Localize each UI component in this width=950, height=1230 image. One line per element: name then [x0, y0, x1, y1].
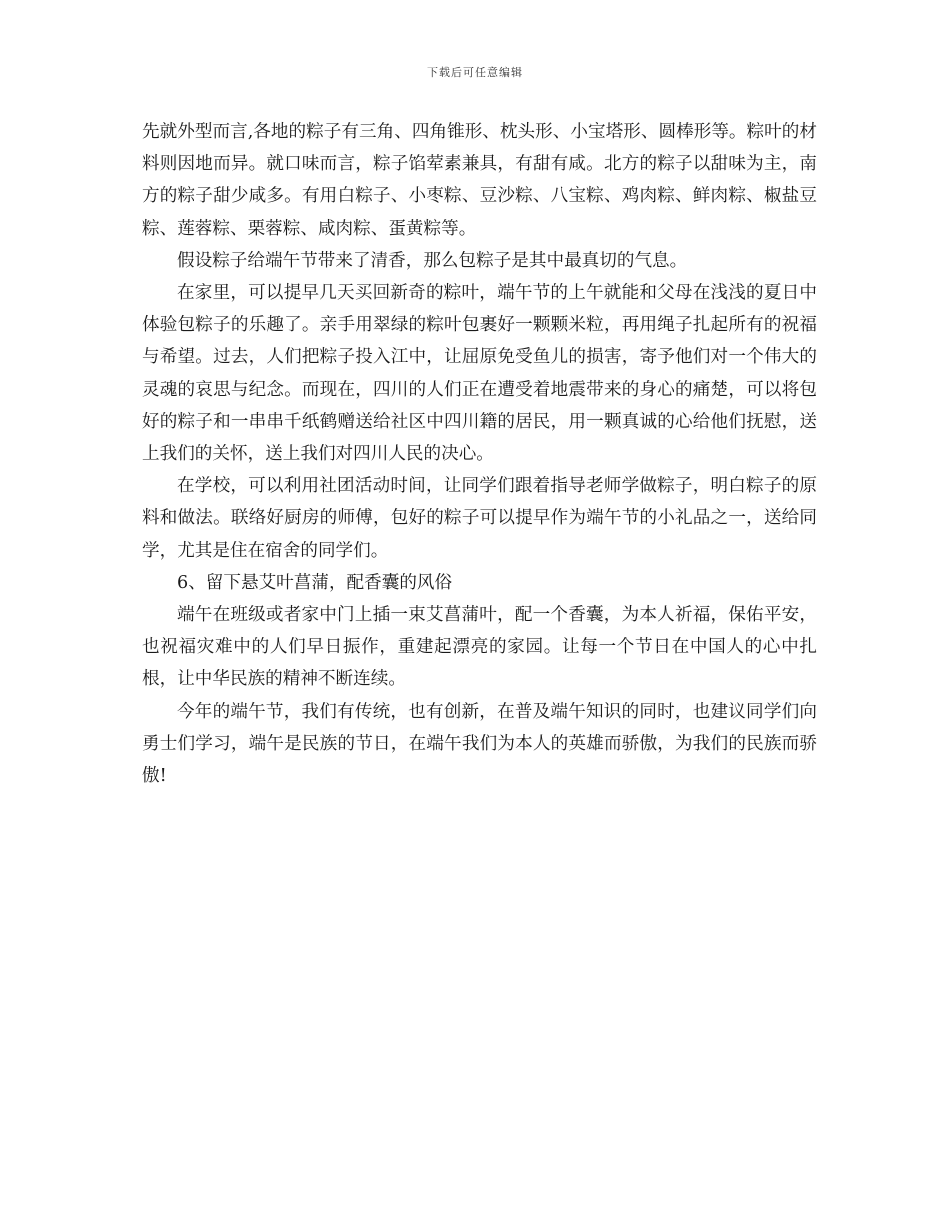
paragraph-conclusion: 今年的端午节，我们有传统，也有创新，在普及端午知识的同时，也建议同学们向勇士们学习，端午是民族的节日，在端午我们为本人的英雄而骄傲，为我们的民族而骄傲! [142, 701, 817, 787]
document-body [142, 116, 817, 792]
section-heading-custom: 6、留下悬艾叶菖蒲，配香囊的风俗 [177, 572, 453, 593]
paragraph-wrapping-intro: 假设粽子给端午节带来了清香，那么包粽子是其中最真切的气息。 [177, 250, 688, 271]
paragraph-mugwort-sachet: 端午在班级或者家中门上插一束艾菖蒲叶，配一个香囊，为本人祈福，保佑平安，也祝福灾难中的人们早日振作，重建起漂亮的家园。让每一个节日在中国人的心中扎根，让中华民族的精神不断连续。 [142, 605, 817, 690]
page-header: 下载后可任意编辑 [427, 66, 523, 79]
paragraph-at-school: 在学校，可以利用社团活动时间，让同学们跟着指导老师学做粽子，明白粽子的原料和做法。联络好厨房的师傅，包好的粽子可以提早作为端午节的小礼品之一，送给同学，尤其是住在宿舍的同学们。 [142, 476, 817, 561]
paragraph-zongzi-shapes: 先就外型而言,各地的粽子有三角、四角锥形、枕头形、小宝塔形、圆棒形等。粽叶的材料则因地而异。就口味而言，粽子馅荤素兼具，有甜有咸。北方的粽子以甜味为主，南方的粽子甜少咸多。有用白粽子、小枣粽、豆沙粽、八宝粽、鸡肉粽、鲜肉粽、椒盐豆粽、莲蓉粽、栗蓉粽、咸肉粽、蛋黄粽等。 [142, 122, 817, 239]
paragraph-at-home: 在家里，可以提早几天买回新奇的粽叶，端午节的上午就能和父母在浅浅的夏日中体验包粽子的乐趣了。亲手用翠绿的粽叶包裹好一颗颗米粒，再用绳子扎起所有的祝福与希望。过去，人们把粽子投入江中，让屈原免受鱼儿的损害，寄予他们对一个伟大的灵魂的哀思与纪念。而现在，四川的人们正在遭受着地震带来的身心的痛楚，可以将包好的粽子和一串串千纸鹤赠送给社区中四川籍的居民，用一颗真诚的心给他们抚慰，送上我们的关怀，送上我们对四川人民的决心。 [142, 283, 817, 465]
